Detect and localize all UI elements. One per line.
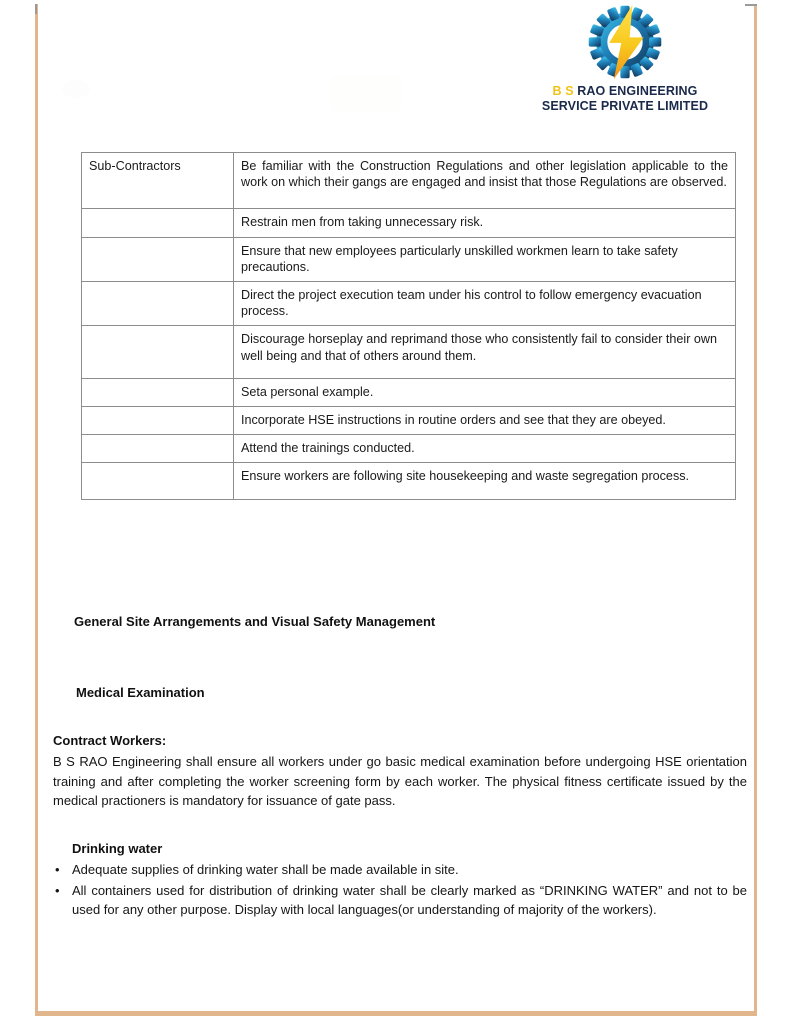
heading-general-site-arrangements: General Site Arrangements and Visual Safety Management (74, 614, 436, 629)
sub-contractors-responsibilities-table (81, 152, 736, 500)
table-cell-role (82, 237, 234, 281)
table-cell-duty: Ensure that new employees particularly unskilled workmen learn to take safety precautions. (234, 237, 736, 281)
company-name-line2: SERVICE PRIVATE LIMITED (541, 99, 709, 113)
table-cell-role: Sub-Contractors (82, 153, 234, 209)
table-cell-duty: Ensure workers are following site housekeeping and waste segregation process. (234, 463, 736, 499)
list-item: • Adequate supplies of drinking water shall be made available in site. (53, 860, 747, 880)
gear-lightning-bolt-logo-icon (577, 2, 673, 82)
frame-corner-mark-left (35, 4, 37, 14)
heading-medical-examination: Medical Examination (76, 685, 205, 700)
table-row (82, 237, 736, 281)
watermark-artifact-left (62, 80, 90, 98)
table-row (82, 407, 736, 435)
table-row (82, 153, 736, 209)
table-cell-role (82, 407, 234, 435)
table-cell-role (82, 378, 234, 406)
table-cell-role (82, 435, 234, 463)
table-cell-duty: Seta personal example. (234, 378, 736, 406)
heading-drinking-water: Drinking water (72, 841, 163, 856)
company-name (510, 84, 740, 114)
table-cell-duty: Discourage horseplay and reprimand those who consistently fail to consider their own well being and that of others around them. (234, 326, 736, 378)
table-cell-role (82, 209, 234, 237)
table-row (82, 209, 736, 237)
paragraph-contract-workers: B S RAO Engineering shall ensure all workers under go basic medical examination before undergoing HSE orientation training and after completing the worker screening form by each worker. The physical fitness certificate issued by the medical practioners is mandatory for issuance of gate pass. (53, 754, 747, 808)
frame-corner-mark-right (745, 4, 757, 6)
company-header (510, 2, 740, 114)
watermark-artifact-center (330, 75, 402, 111)
table-cell-duty: Be familiar with the Construction Regulations and other legislation applicable to the work on which their gangs are engaged and insist that those Regulations are observed. (234, 153, 736, 209)
list-item: • All containers used for distribution of drinking water shall be clearly marked as “DRINKING WATER” and not to be used for any other purpose. Display with local languages(or understanding of majority of the workers). (53, 881, 747, 920)
table-cell-duty: Restrain men from taking unnecessary risk. (234, 209, 736, 237)
drinking-water-bullet-list (53, 860, 747, 921)
table-row (82, 463, 736, 499)
table-row (82, 282, 736, 326)
company-name-initials: B S (552, 84, 574, 98)
table-row (82, 378, 736, 406)
table-cell-duty: Incorporate HSE instructions in routine orders and see that they are obeyed. (234, 407, 736, 435)
table-cell-role (82, 326, 234, 378)
company-name-line1: RAO ENGINEERING (573, 84, 698, 98)
table-cell-role (82, 463, 234, 499)
heading-contract-workers: Contract Workers: (53, 733, 167, 748)
table-cell-duty: Attend the trainings conducted. (234, 435, 736, 463)
table-cell-duty: Direct the project execution team under his control to follow emergency evacuation process. (234, 282, 736, 326)
table-row (82, 435, 736, 463)
table-row (82, 326, 736, 378)
table-cell-role (82, 282, 234, 326)
